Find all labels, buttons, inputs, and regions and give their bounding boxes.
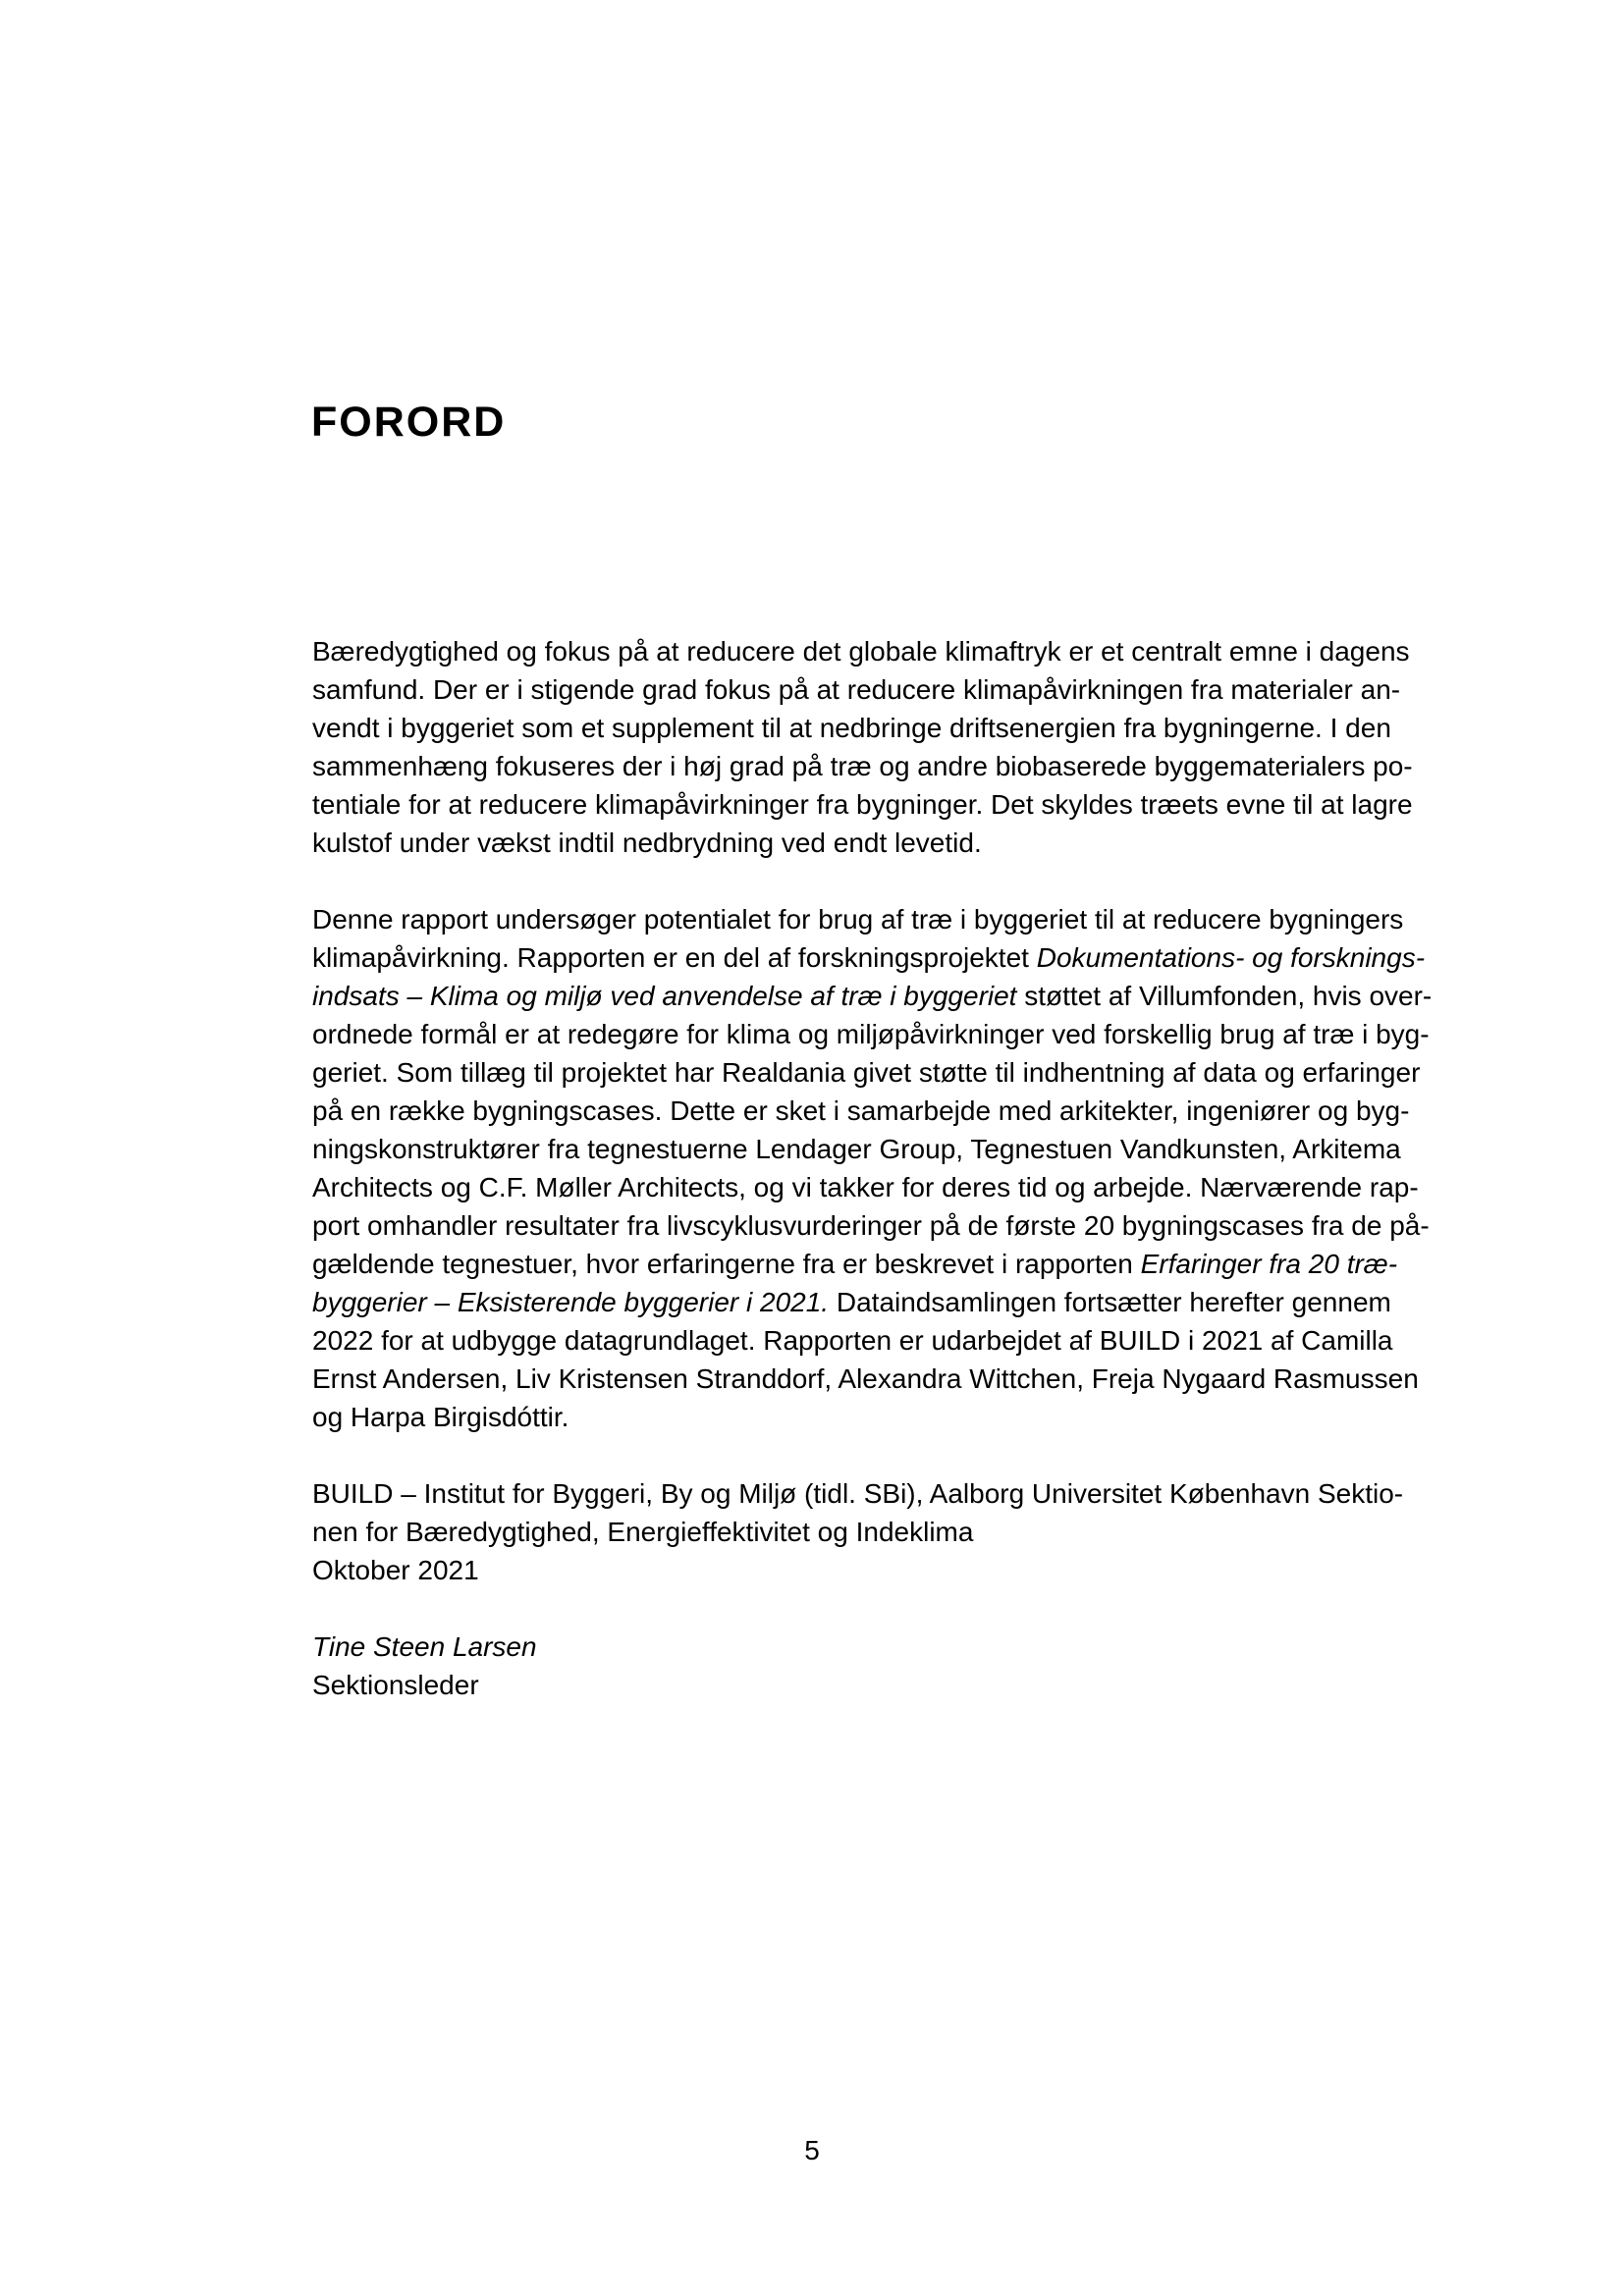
text-line xyxy=(312,1666,1314,1704)
text-segment: kulstof under vækst indtil nedbrydning ved endt levetid. xyxy=(312,828,982,858)
text-line xyxy=(312,709,1391,747)
text-line xyxy=(312,670,1401,709)
text-line xyxy=(312,1015,1430,1053)
body-text xyxy=(312,632,1433,1704)
italic-text-segment: indsats – Klima og miljø ved anvendelse af træ i byggeriet xyxy=(312,981,1017,1011)
text-line xyxy=(312,900,1404,938)
text-line xyxy=(312,1053,1421,1092)
text-segment: samfund. Der er i stigende grad fokus på at reducere klimapåvirkningen fra materialer an- xyxy=(312,674,1401,705)
text-segment: støttet af Villumfonden, hvis over- xyxy=(1016,981,1433,1011)
text-segment: geriet. Som tillæg til projektet har Realdania givet støtte til indhentning af data og erfaringer xyxy=(312,1057,1421,1088)
text-line xyxy=(312,1360,1419,1398)
text-line xyxy=(312,1321,1393,1360)
text-segment: nen for Bæredygtighed, Energieffektivitet og Indeklima xyxy=(312,1517,974,1547)
text-segment: klimapåvirkning. Rapporten er en del af forskningsprojektet xyxy=(312,942,1037,973)
text-line xyxy=(312,1283,1391,1321)
text-line xyxy=(312,632,1410,670)
text-line xyxy=(312,1245,1398,1283)
institution-paragraph xyxy=(312,1474,1404,1589)
text-segment: gældende tegnestuer, hvor erfaringerne fra er beskrevet i rapporten xyxy=(312,1249,1141,1279)
text-segment: og Harpa Birgisdóttir. xyxy=(312,1402,569,1432)
text-segment: ningskonstruktører fra tegnestuerne Lendager Group, Tegnestuen Vandkunsten, Arkitema xyxy=(312,1134,1401,1164)
italic-text-segment: byggerier – Eksisterende byggerier i 2021. xyxy=(312,1287,830,1317)
text-segment: på en række bygningscases. Dette er sket i samarbejde med arkitekter, ingeniører og byg- xyxy=(312,1095,1410,1126)
text-line xyxy=(312,1474,1404,1513)
text-segment: ordnede formål er at redegøre for klima og miljøpåvirkninger ved forskellig brug af træ i byg- xyxy=(312,1019,1430,1049)
text-line xyxy=(312,1628,1314,1666)
text-segment: Denne rapport undersøger potentialet for brug af træ i byggeriet til at reducere bygningers xyxy=(312,904,1404,934)
italic-text-segment: Dokumentations- og forsknings- xyxy=(1036,942,1426,973)
intro-paragraph xyxy=(312,632,1413,862)
signature-paragraph xyxy=(312,1628,1314,1704)
text-line xyxy=(312,1130,1401,1168)
text-segment: 2022 for at udbygge datagrundlaget. Rapporten er udarbejdet af BUILD i 2021 af Camilla xyxy=(312,1325,1393,1356)
text-segment: Bæredygtighed og fokus på at reducere det globale klimaftryk er et centralt emne i dagens xyxy=(312,636,1410,667)
page-heading: FORORD xyxy=(311,399,507,446)
text-segment: Ernst Andersen, Liv Kristensen Stranddorf, Alexandra Wittchen, Freja Nygaard Rasmussen xyxy=(312,1363,1419,1394)
text-line xyxy=(312,938,1426,977)
text-line xyxy=(312,747,1413,785)
report-paragraph xyxy=(312,900,1433,1436)
text-line xyxy=(312,1398,1314,1436)
text-line xyxy=(312,1206,1430,1245)
text-line xyxy=(312,1168,1419,1206)
text-segment: Architects og C.F. Møller Architects, og vi takker for deres tid og arbejde. Nærværende rap- xyxy=(312,1172,1419,1202)
text-segment: vendt i byggeriet som et supplement til at nedbringe driftsenergien fra bygningerne. I den xyxy=(312,713,1391,743)
text-segment: tentiale for at reducere klimapåvirkninger fra bygninger. Det skyldes træets evne til at lagre xyxy=(312,789,1413,820)
text-segment: port omhandler resultater fra livscyklusvurderinger på de første 20 bygningscases fra de på- xyxy=(312,1210,1430,1241)
text-line xyxy=(312,1551,1314,1589)
text-segment: BUILD – Institut for Byggeri, By og Miljø (tidl. SBi), Aalborg Universitet København Sektio- xyxy=(312,1478,1404,1509)
text-segment: Dataindsamlingen fortsætter herefter gennem xyxy=(829,1287,1391,1317)
page-number: 5 xyxy=(804,2135,820,2165)
text-line xyxy=(312,977,1433,1015)
italic-text-segment: Erfaringer fra 20 træ- xyxy=(1140,1249,1398,1279)
text-line xyxy=(312,1513,1314,1551)
text-line xyxy=(312,824,1314,862)
text-segment: Oktober 2021 xyxy=(312,1555,479,1585)
text-segment: Sektionsleder xyxy=(312,1670,479,1700)
text-segment: sammenhæng fokuseres der i høj grad på træ og andre biobaserede byggematerialers po- xyxy=(312,751,1413,781)
italic-text-segment: Tine Steen Larsen xyxy=(312,1631,537,1662)
text-line xyxy=(312,1092,1410,1130)
text-line xyxy=(312,785,1413,824)
